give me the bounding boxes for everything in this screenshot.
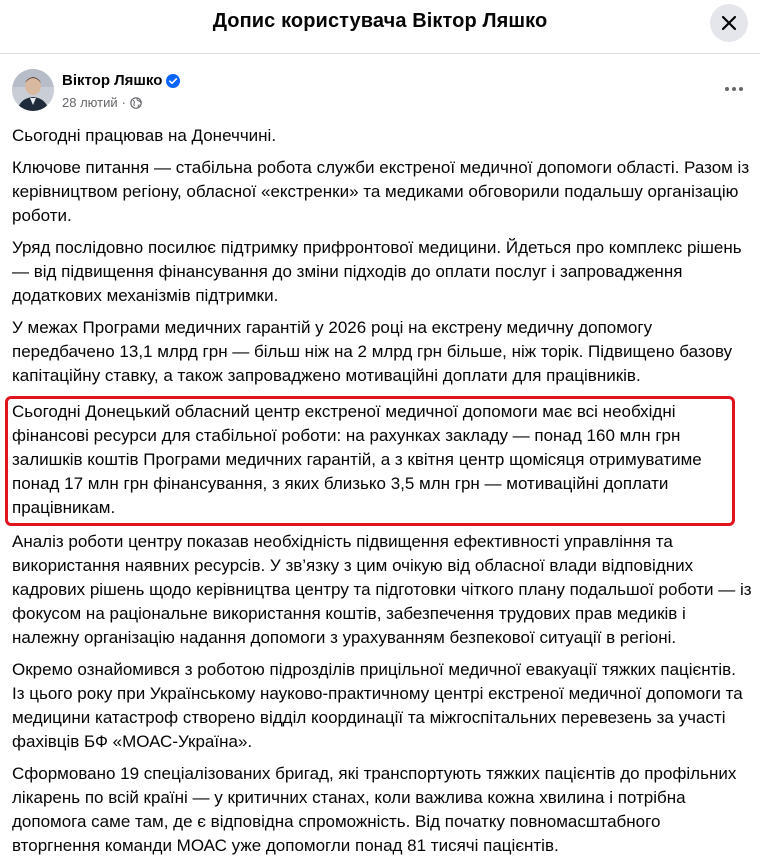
post-paragraph: Сьогодні працював на Донеччині.	[12, 126, 277, 145]
close-icon	[721, 15, 737, 31]
post-body	[12, 124, 752, 866]
verified-badge-icon	[166, 74, 180, 88]
post-paragraph: Уряд послідовно посилює підтримку прифронтової медицини. Йдеться про комплекс рішень — від підвищення фінансування до зміни підходів до оплати послуг і запровадження додаткових механізмів підтримки.	[12, 238, 742, 305]
close-button[interactable]	[710, 4, 748, 42]
more-options-icon	[724, 86, 744, 92]
header-divider	[0, 53, 760, 54]
highlighted-paragraph	[5, 396, 735, 526]
post-paragraph: Ключове питання — стабільна робота служби екстреної медичної допомоги області. Разом із керівництвом регіону, обласної «екстренки» та медиками обговорили подальшу організацію роботи.	[12, 158, 750, 225]
post-paragraph: У межах Програми медичних гарантій у 2026 році на екстрену медичну допомогу передбачено 13,1 млрд грн — більш ніж на 2 млрд грн більше, ніж торік. Підвищено базову капітаційну ставку, а також запроваджено мотиваційні доплати для працівників.	[12, 318, 733, 385]
modal-header	[0, 0, 760, 46]
meta-separator: ·	[121, 95, 126, 110]
post-meta	[62, 95, 142, 110]
post-paragraph: Сформовано 19 спеціалізованих бригад, які транспортують тяжких пацієнтів до профільних лікарень по всій країні — у критичних станах, коли важлива кожна хвилина і потрібна допомога саме там, де є відповідна спроможність. Від початку повномасштабного вторгнення команди МОАС уже допомогли понад 81 тисячі пацієнтів.	[12, 764, 737, 855]
post-paragraph: Аналіз роботи центру показав необхідність підвищення ефективності управління та використання наявних ресурсів. У зв’язку з цим очікую від обласної влади відповідних кадрових рішень щодо керівництва центру та підготовки чіткого плану подальшої роботи — із фокусом на раціональне використання коштів, забезпечення трудових прав медиків і належну організацію надання допомоги з урахуванням безпекової ситуації в регіоні.	[12, 532, 752, 647]
post-header	[12, 69, 748, 115]
avatar-image	[12, 69, 54, 111]
post-paragraph: Окремо ознайомився з роботою підрозділів прицільної медичної евакуації тяжких пацієнтів. Із цього року при Українському науково-практичному центрі екстреної медичної допомоги та медицини катастроф створено відділ координації та міжгоспітальних перевезень за участі фахівців БФ «МОАС-Україна».	[12, 660, 743, 751]
modal-title: Допис користувача Віктор Ляшко	[212, 10, 548, 32]
post-date[interactable]: 28 лютий	[62, 95, 118, 110]
author-name[interactable]: Віктор Ляшко	[62, 72, 163, 89]
globe-icon	[130, 97, 142, 109]
post-paragraph: Сьогодні Донецький обласний центр екстреної медичної допомоги має всі необхідні фінансові ресурси для стабільної роботи: на рахунках закладу — понад 160 млн грн залишків коштів Програми медичних гарантій, а з квітня центр щомісяця отримуватиме понад 17 млн грн фінансування, з яких близько 3,5 млн грн — мотиваційні доплати працівникам.	[12, 402, 702, 517]
avatar[interactable]	[12, 69, 54, 111]
author-row	[62, 72, 180, 89]
more-options-button[interactable]	[720, 75, 748, 103]
